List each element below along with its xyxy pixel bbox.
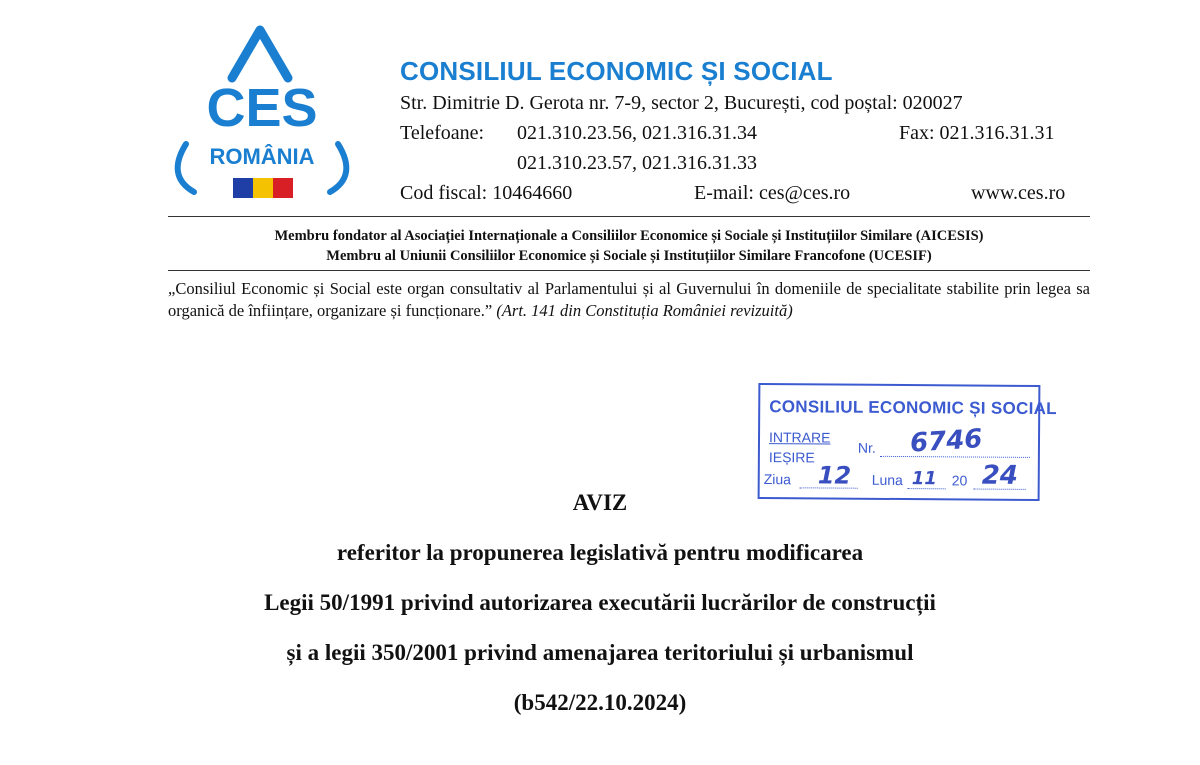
- ces-logo-graphic: [160, 18, 368, 208]
- stamp-iesire-label: IEȘIRE: [768, 449, 815, 466]
- membership-line-1: Membru fondator al Asociației Internaționale a Consiliilor Economice și Sociale și Instituțiilor Similare (AICESIS): [274, 228, 984, 244]
- mission-statement: [168, 278, 1090, 322]
- ces-logo: [160, 18, 368, 208]
- header-divider-bottom: [168, 270, 1090, 271]
- mission-citation: (Art. 141 din Constituția României revizuită): [496, 301, 793, 320]
- stamp-ziua-label: Ziua: [763, 471, 792, 488]
- flag-yellow-stripe: [253, 178, 273, 198]
- stamp-title: CONSILIUL ECONOMIC ȘI SOCIAL: [769, 397, 1057, 419]
- logo-ces-text: CES: [206, 78, 318, 138]
- registration-stamp: [758, 383, 1057, 501]
- stamp-ziua-value: 12: [817, 461, 852, 490]
- stamp-nr-value: 6746: [909, 424, 984, 459]
- website: www.ces.ro: [971, 182, 1066, 204]
- document-subject-line-1: referitor la propunerea legislativă pentru modificarea: [336, 540, 864, 565]
- flag-blue-stripe: [233, 178, 253, 198]
- stamp-year-prefix: 20: [951, 472, 968, 489]
- document-subject-line-3: și a legii 350/2001 privind amenajarea teritoriului și urbanismul: [286, 640, 914, 665]
- document-subject-line-2: Legii 50/1991 privind autorizarea executării lucrărilor de construcții: [264, 590, 936, 615]
- header-divider-top: [168, 216, 1090, 217]
- membership-block: [168, 226, 1090, 266]
- stamp-year-value: 24: [981, 460, 1019, 491]
- fax: Fax: 021.316.31.31: [899, 122, 1055, 144]
- phones-label: Telefoane:: [400, 122, 485, 144]
- flag-red-stripe: [273, 178, 293, 198]
- stamp-nr-label: Nr.: [857, 439, 876, 456]
- logo-country-text: ROMÂNIA: [209, 144, 315, 169]
- email: E-mail: ces@ces.ro: [694, 182, 851, 204]
- phones-line-1: 021.310.23.56, 021.316.31.34: [517, 122, 757, 144]
- org-name: CONSILIUL ECONOMIC ȘI SOCIAL: [400, 56, 833, 86]
- fiscal-code: Cod fiscal: 10464660: [400, 182, 573, 204]
- membership-line-2: Membru al Uniunii Consiliilor Economice și Sociale și Instituțiilor Similare Francofone (UCESIF): [326, 248, 932, 264]
- stamp-luna-value: 11: [911, 468, 937, 490]
- stamp-luna-label: Luna: [871, 471, 903, 489]
- address: Str. Dimitrie D. Gerota nr. 7-9, sector 2, București, cod poștal: 020027: [400, 92, 963, 114]
- document-reference: (b542/22.10.2024): [513, 690, 687, 715]
- document-title: AVIZ: [572, 490, 628, 515]
- mission-quote: „Consiliul Economic și Social este organ consultativ al Parlamentului și al Guvernului în domeniile de specialitate stabilite prin legea sa organică de înființare, organizare și funcționare.”: [168, 279, 1090, 320]
- stamp-nr-dots: [880, 456, 1030, 458]
- phones-line-2: 021.310.23.57, 021.316.31.33: [517, 152, 757, 174]
- stamp-intrare-label: INTRARE: [768, 429, 831, 446]
